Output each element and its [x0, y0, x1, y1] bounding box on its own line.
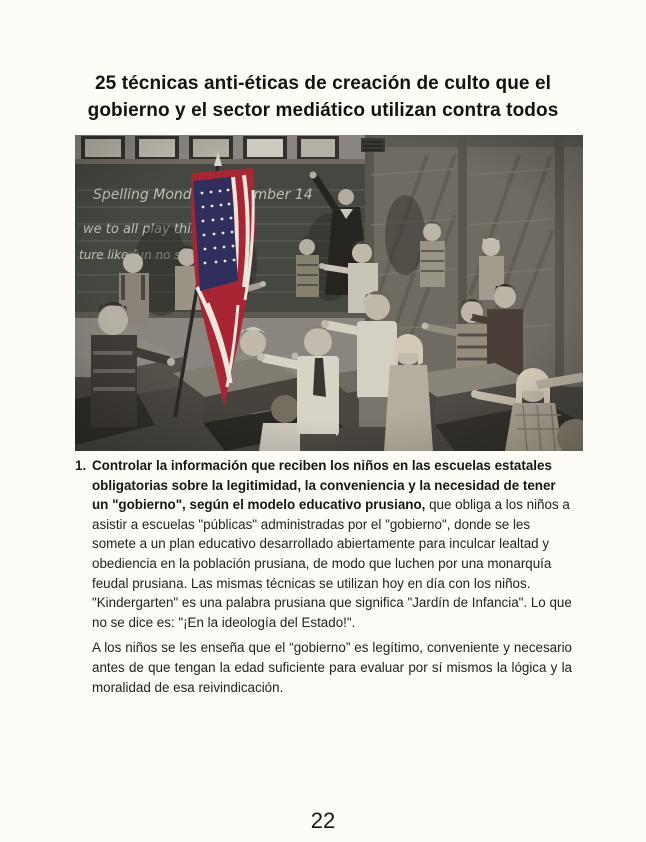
classroom-photo: [75, 135, 583, 451]
photo-vignette: [75, 135, 583, 451]
second-paragraph: A los niños se les enseña que el “gobierno” es legítimo, conveniente y necesario antes de que tengan la edad suficiente para evaluar por sí mismos la lógica y la moralidad de esa reivindicación.: [92, 640, 572, 695]
page-number: 22: [310, 808, 336, 833]
list-item-regular-tail: que obliga a los niños a asistir a escuelas "públicas" administradas por el "gobierno", donde se les somete a un plan educativo desarrollado abiertamente para inculcar lealtad y obediencia en la población prusiana, de modo que luchen por una monarquía feudal prusiana. Las mismas técnicas se utilizan hoy en día con los niños. "Kindergarten" es una palabra prusiana que significa "Jardín de Infancia". Lo que no se dice es: "¡En la ideología del Estado!".: [92, 497, 572, 630]
list-item-number: 1.: [75, 458, 87, 473]
page-title: 25 técnicas anti-éticas de creación de culto que el gobierno y el sector mediático utilizan contra todos: [87, 73, 559, 121]
classroom-photo-art: [75, 135, 583, 451]
list-item-text: [92, 456, 572, 632]
list-item-1: [75, 456, 572, 632]
list-item-bold-lead: Controlar la información que reciben los niños en las escuelas estatales obligatorias sobre la legitimidad, la conveniencia y la necesidad de tener un "gobierno", según el modelo educativo prusiano,: [92, 458, 556, 513]
body-content: [75, 456, 572, 697]
